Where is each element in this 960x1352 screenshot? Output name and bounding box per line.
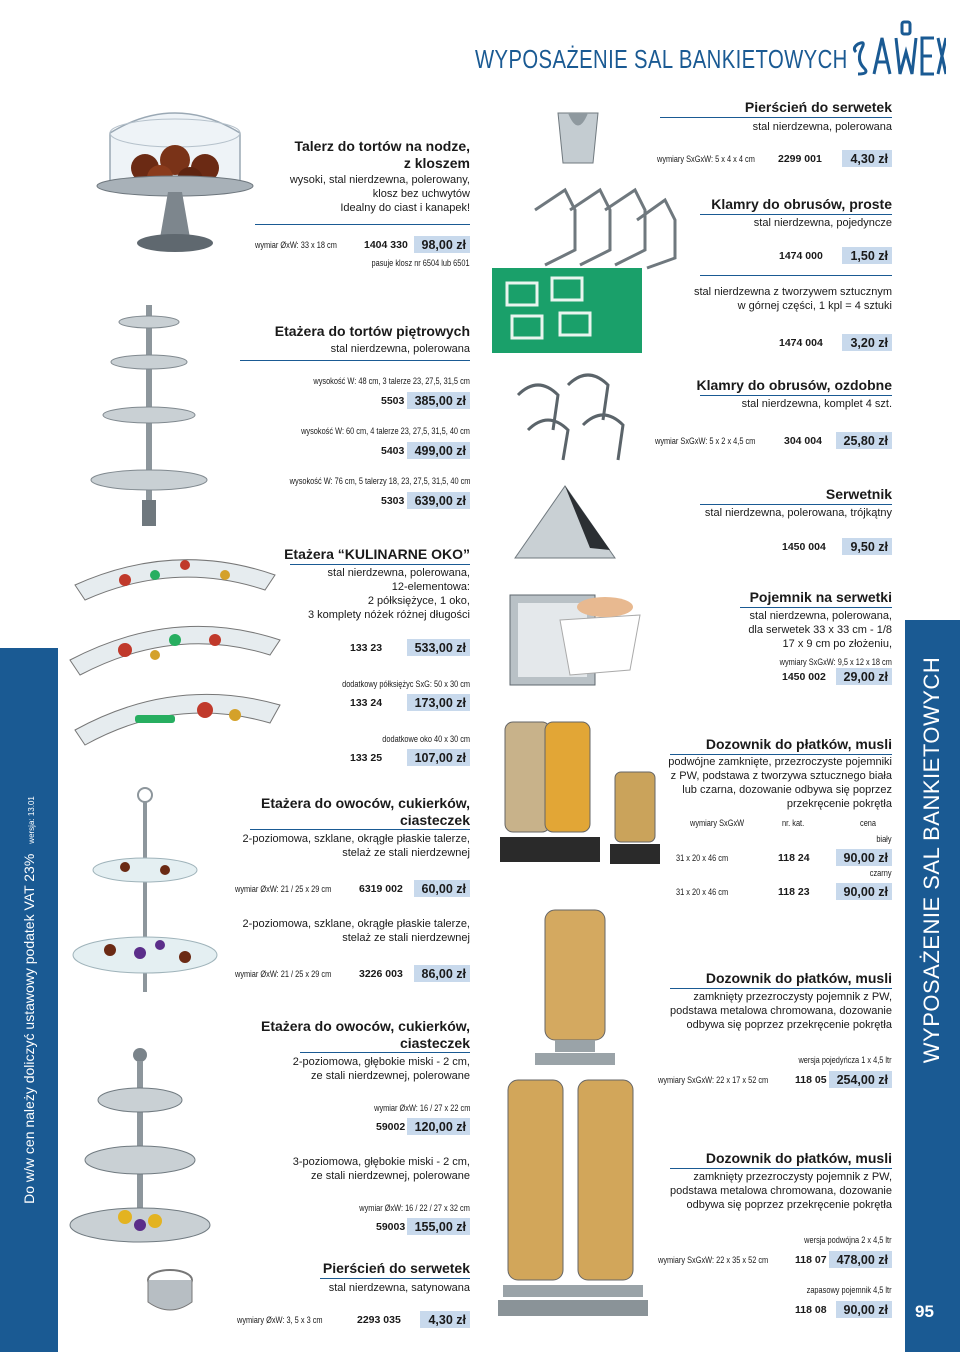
klamry-proste-title: Klamry do obrusów, proste [711, 196, 892, 212]
owoce1-price-2: 86,00 zł [414, 965, 470, 982]
klamry-ozdobne-desc: stal nierdzewna, komplet 4 szt. [741, 398, 892, 410]
pierscien-poler-price: 4,30 zł [842, 150, 892, 167]
dozownik2-code: 118 05 [795, 1074, 827, 1086]
dozownik2-price: 254,00 zł [829, 1071, 892, 1088]
talerz-desc-1: wysoki, stal nierdzewna, polerowany, [289, 174, 470, 186]
owoce1-dimensions-2: wymiar ØxW: 21 / 25 x 29 cm [235, 969, 332, 979]
etazera-tortow-price-3: 639,00 zł [407, 492, 470, 509]
pojemnik-dimensions: wymiary SxGxW: 9,5 x 12 x 18 cm [779, 657, 892, 667]
kulinarne-code-2: 133 24 [350, 697, 383, 709]
dozownik1-dimensions-2: 31 x 20 x 46 cm [676, 887, 729, 897]
klamry-proste-desc-3: w górnej części, 1 kpl = 4 sztuki [737, 300, 892, 312]
pojemnik-desc-3: 17 x 9 cm po złożeniu, [782, 638, 892, 650]
double-chrome-cereal-dispenser-photo [498, 1070, 648, 1325]
single-cereal-dispenser-photo [530, 905, 620, 1070]
pierscien-poler-dimensions: wymiary SxGxW: 5 x 4 x 4 cm [657, 154, 755, 164]
klamry-proste-price-2: 3,20 zł [842, 334, 892, 351]
owoce1-price: 60,00 zł [414, 880, 470, 897]
kulinarne-price-1: 533,00 zł [407, 639, 470, 656]
owoce2-code: 59002 [376, 1121, 406, 1133]
etazera-tortow-title: Etażera do tortów piętrowych [274, 323, 470, 339]
dozownik1-dimensions-1: 31 x 20 x 46 cm [676, 853, 729, 863]
divider [250, 829, 470, 830]
dozownik1-code-2: 118 23 [778, 886, 810, 898]
divider [320, 1278, 470, 1279]
owoce1-code: 6319 002 [359, 883, 403, 895]
dozownik1-price-2: 90,00 zł [836, 883, 892, 900]
divider [240, 360, 470, 361]
pojemnik-price: 29,00 zł [836, 668, 892, 685]
etazera-tortow-code-3: 5303 [381, 495, 405, 507]
divider [660, 117, 892, 118]
owoce2-title-line1: Etażera do owoców, cukierków, [260, 1018, 470, 1034]
kulinarne-desc-2: 12-elementowa: [391, 581, 470, 593]
talerz-title-line2: z kloszem [403, 155, 470, 171]
klamry-ozdobne-dimensions: wymiar SxGxW: 5 x 2 x 4,5 cm [655, 436, 756, 446]
dozownik1-variant-white: biały [876, 834, 892, 844]
vat-note-text: Do w/w cen należy doliczyć ustawowy podatek VAT 23% [21, 853, 37, 1204]
kulinarne-price-2: 173,00 zł [407, 694, 470, 711]
serwetnik-title: Serwetnik [825, 486, 892, 502]
owoce2-price: 120,00 zł [407, 1118, 470, 1135]
sawex-logo [850, 18, 946, 84]
kulinarne-title: Etażera “KULINARNE OKO” [284, 546, 470, 562]
dozownik1-col-catalog: nr. kat. [782, 818, 805, 828]
pojemnik-title: Pojemnik na serwetki [749, 589, 892, 605]
dozownik3-desc-2: podstawa metalowa chromowana, dozowanie [670, 1185, 892, 1197]
owoce1-code-2: 3226 003 [359, 968, 403, 980]
klamry-proste-desc-2: stal nierdzewna z tworzywem sztucznym [693, 286, 892, 298]
dozownik3-variant: wersja podwójna 2 x 4,5 ltr [804, 1235, 892, 1245]
klamry-ozdobne-title: Klamry do obrusów, ozdobne [696, 377, 892, 393]
klamry-ozdobne-code: 304 004 [784, 435, 822, 447]
pierscien-poler-code: 2299 001 [778, 153, 822, 165]
etazera-tortow-dim-1: wysokość W: 48 cm, 3 talerze 23, 27,5, 31,5 cm [313, 376, 470, 386]
napkin-dispenser-photo [490, 575, 650, 700]
kulinarne-desc-4: 3 komplety nóżek różnej długości [307, 609, 470, 621]
divider [670, 988, 892, 989]
triangular-napkin-holder-photo [510, 478, 620, 568]
kulinarne-dim-2: dodatkowy półksiężyc SxG: 50 x 30 cm [342, 679, 470, 689]
klamry-proste-desc: stal nierdzewna, pojedyncze [753, 217, 892, 229]
owoce1-title-line2: ciasteczek [399, 812, 470, 828]
tablecloth-clips-plastic-photo [492, 268, 642, 353]
serwetnik-code: 1450 004 [782, 541, 826, 553]
double-cereal-dispenser-photo [500, 712, 670, 872]
divider [255, 224, 470, 225]
klamry-ozdobne-price: 25,80 zł [836, 432, 892, 449]
dozownik1-desc-4: przekręcenie pokrętła [786, 798, 892, 810]
kulinarne-code-3: 133 25 [350, 752, 383, 764]
tablecloth-clips-plain-photo [525, 180, 680, 270]
etazera-tortow-desc: stal nierdzewna, polerowana [330, 343, 470, 355]
etazera-tortow-dim-3: wysokość W: 76 cm, 5 talerzy 18, 23, 27,5, 31,5, 40 cm [289, 476, 470, 486]
owoce2-desc-4: ze stali nierdzewnej, polerowane [311, 1170, 470, 1182]
divider [300, 1052, 470, 1053]
tablecloth-clips-decorative-photo [508, 365, 648, 465]
glass-fruit-stand-photo [65, 785, 225, 1015]
klamry-proste-price: 1,50 zł [842, 247, 892, 264]
serwetnik-desc: stal nierdzewna, polerowana, trójkątny [704, 507, 892, 519]
dozownik1-price-1: 90,00 zł [836, 849, 892, 866]
owoce2-title-line2: ciasteczek [399, 1035, 470, 1051]
dozownik2-desc-1: zamknięty przezroczysty pojemnik z PW, [693, 991, 892, 1003]
dozownik1-desc-1: podwójne zamknięte, przezroczyste pojemniki [668, 756, 892, 768]
owoce2-code-2: 59003 [376, 1221, 406, 1233]
owoce2-desc-2: ze stali nierdzewnej, polerowane [311, 1070, 470, 1082]
etazera-tortow-code-2: 5403 [381, 445, 405, 457]
talerz-dimensions: wymiar ØxW: 33 x 18 cm [255, 240, 337, 250]
talerz-title-line1: Talerz do tortów na nodze, [294, 138, 470, 154]
owoce2-dimensions-2: wymiar ØxW: 16 / 22 / 27 x 32 cm [359, 1203, 470, 1213]
napkin-ring-polished-photo [548, 103, 608, 173]
etazera-tortow-dim-2: wysokość W: 60 cm, 4 talerze 23, 27,5, 31,5, 40 cm [301, 426, 470, 436]
owoce2-desc-1: 2-poziomowa, głębokie miski - 2 cm, [292, 1056, 470, 1068]
etazera-tortow-price-2: 499,00 zł [407, 442, 470, 459]
owoce2-dimensions: wymiar ØxW: 16 / 27 x 22 cm [373, 1103, 470, 1113]
divider [290, 564, 470, 565]
pierscien-satyn-price: 4,30 zł [420, 1311, 470, 1328]
owoce1-dimensions: wymiar ØxW: 21 / 25 x 29 cm [235, 884, 332, 894]
etazera-tortow-code-1: 5503 [381, 395, 405, 407]
divider [700, 504, 892, 505]
pierscien-satyn-desc: stal nierdzewna, satynowana [328, 1282, 470, 1294]
dozownik2-desc-2: podstawa metalowa chromowana, dozowanie [670, 1005, 892, 1017]
talerz-code: 1404 330 [364, 239, 408, 251]
serwetnik-price: 9,50 zł [842, 538, 892, 555]
owoce1-desc-2: stelaż ze stali nierdzewnej [342, 847, 470, 859]
dozownik3-code: 118 07 [795, 1254, 827, 1266]
pierscien-satyn-code: 2293 035 [357, 1314, 401, 1326]
kulinarne-dim-3: dodatkowe oko 40 x 30 cm [382, 734, 470, 744]
divider [700, 214, 892, 215]
etazera-tortow-price-1: 385,00 zł [407, 392, 470, 409]
owoce1-desc-4: stelaż ze stali nierdzewnej [342, 932, 470, 944]
dozownik1-title: Dozownik do płatków, musli [705, 736, 892, 752]
dozownik1-col-dimensions: wymiary SxGxW [690, 818, 745, 828]
dozownik1-desc-2: z PW, podstawa z tworzywa sztucznego biała [670, 770, 892, 782]
talerz-price: 98,00 zł [414, 236, 470, 253]
dozownik2-title: Dozownik do płatków, musli [705, 970, 892, 986]
dozownik2-desc-3: odbywa się poprzez przekręcenie pokrętła [686, 1019, 892, 1031]
kulinarne-price-3: 107,00 zł [407, 749, 470, 766]
dozownik2-dimensions: wymiary SxGxW: 22 x 17 x 52 cm [658, 1075, 769, 1085]
kulinarne-desc-3: 2 półksiężyce, 1 oko, [367, 595, 470, 607]
klamry-proste-code: 1474 000 [779, 250, 823, 262]
talerz-desc-2: klosz bez uchwytów [372, 188, 470, 200]
dozownik1-desc-3: lub czarna, dozowanie odbywa się poprzez [682, 784, 892, 796]
talerz-note: pasuje klosz nr 6504 lub 6501 [371, 258, 470, 268]
vat-note [21, 796, 37, 1204]
dozownik3-price-2: 90,00 zł [836, 1301, 892, 1318]
version-note: wersja: 13.01 [27, 796, 36, 844]
talerz-desc-3: Idealny do ciast i kanapek! [340, 202, 470, 214]
dozownik1-col-price: cena [860, 818, 877, 828]
pojemnik-code: 1450 002 [782, 671, 826, 683]
pojemnik-desc-2: dla serwetek 33 x 33 cm - 1/8 [748, 624, 892, 636]
pojemnik-desc-1: stal nierdzewna, polerowana, [749, 610, 892, 622]
dozownik1-code-1: 118 24 [778, 852, 810, 864]
napkin-ring-satin-photo [140, 1262, 200, 1322]
pierscien-poler-desc: stal nierdzewna, polerowana [752, 121, 892, 133]
kulinarne-code-1: 133 23 [350, 642, 383, 654]
cake-stand-dome-photo [90, 88, 260, 263]
owoce2-desc-3: 3-poziomowa, głębokie miski - 2 cm, [292, 1156, 470, 1168]
divider [740, 607, 892, 608]
pierscien-poler-title: Pierścień do serwetek [744, 99, 892, 115]
divider [700, 395, 892, 396]
dozownik3-code-2: 118 08 [795, 1304, 827, 1316]
dozownik1-variant-black: czarny [870, 868, 892, 878]
owoce2-price-2: 155,00 zł [407, 1218, 470, 1235]
pierscien-satyn-title: Pierścień do serwetek [322, 1260, 470, 1276]
page-number: 95 [915, 1302, 934, 1321]
tiered-cake-stand-photo [80, 300, 220, 532]
section-side-title: WYPOSAŻENIE SAL BANKIETOWYCH [919, 656, 944, 1064]
dozownik3-desc-3: odbywa się poprzez przekręcenie pokrętła [686, 1199, 892, 1211]
owoce1-desc-1: 2-poziomowa, szklane, okrągłe płaskie talerze, [242, 833, 470, 845]
bowl-stand-photo [65, 1045, 215, 1255]
page-header-title: WYPOSAŻENIE SAL BANKIETOWYCH [475, 44, 848, 74]
owoce1-desc-3: 2-poziomowa, szklane, okrągłe płaskie talerze, [242, 918, 470, 930]
dozownik2-variant: wersja pojedyńcza 1 x 4,5 ltr [798, 1055, 892, 1065]
klamry-proste-code-2: 1474 004 [779, 337, 823, 349]
divider [700, 275, 892, 276]
dozownik3-spare-container: zapasowy pojemnik 4,5 ltr [807, 1285, 892, 1295]
kulinarne-oko-photo [65, 545, 285, 780]
kulinarne-desc-1: stal nierdzewna, polerowana, [327, 567, 470, 579]
pierscien-satyn-dimensions: wymiary ØxW: 3, 5 x 3 cm [237, 1315, 323, 1325]
dozownik3-title: Dozownik do płatków, musli [705, 1150, 892, 1166]
dozownik3-desc-1: zamknięty przezroczysty pojemnik z PW, [693, 1171, 892, 1183]
owoce1-title-line1: Etażera do owoców, cukierków, [260, 795, 470, 811]
dozownik3-dimensions: wymiary SxGxW: 22 x 35 x 52 cm [658, 1255, 769, 1265]
divider [670, 1168, 892, 1169]
dozownik3-price: 478,00 zł [829, 1251, 892, 1268]
